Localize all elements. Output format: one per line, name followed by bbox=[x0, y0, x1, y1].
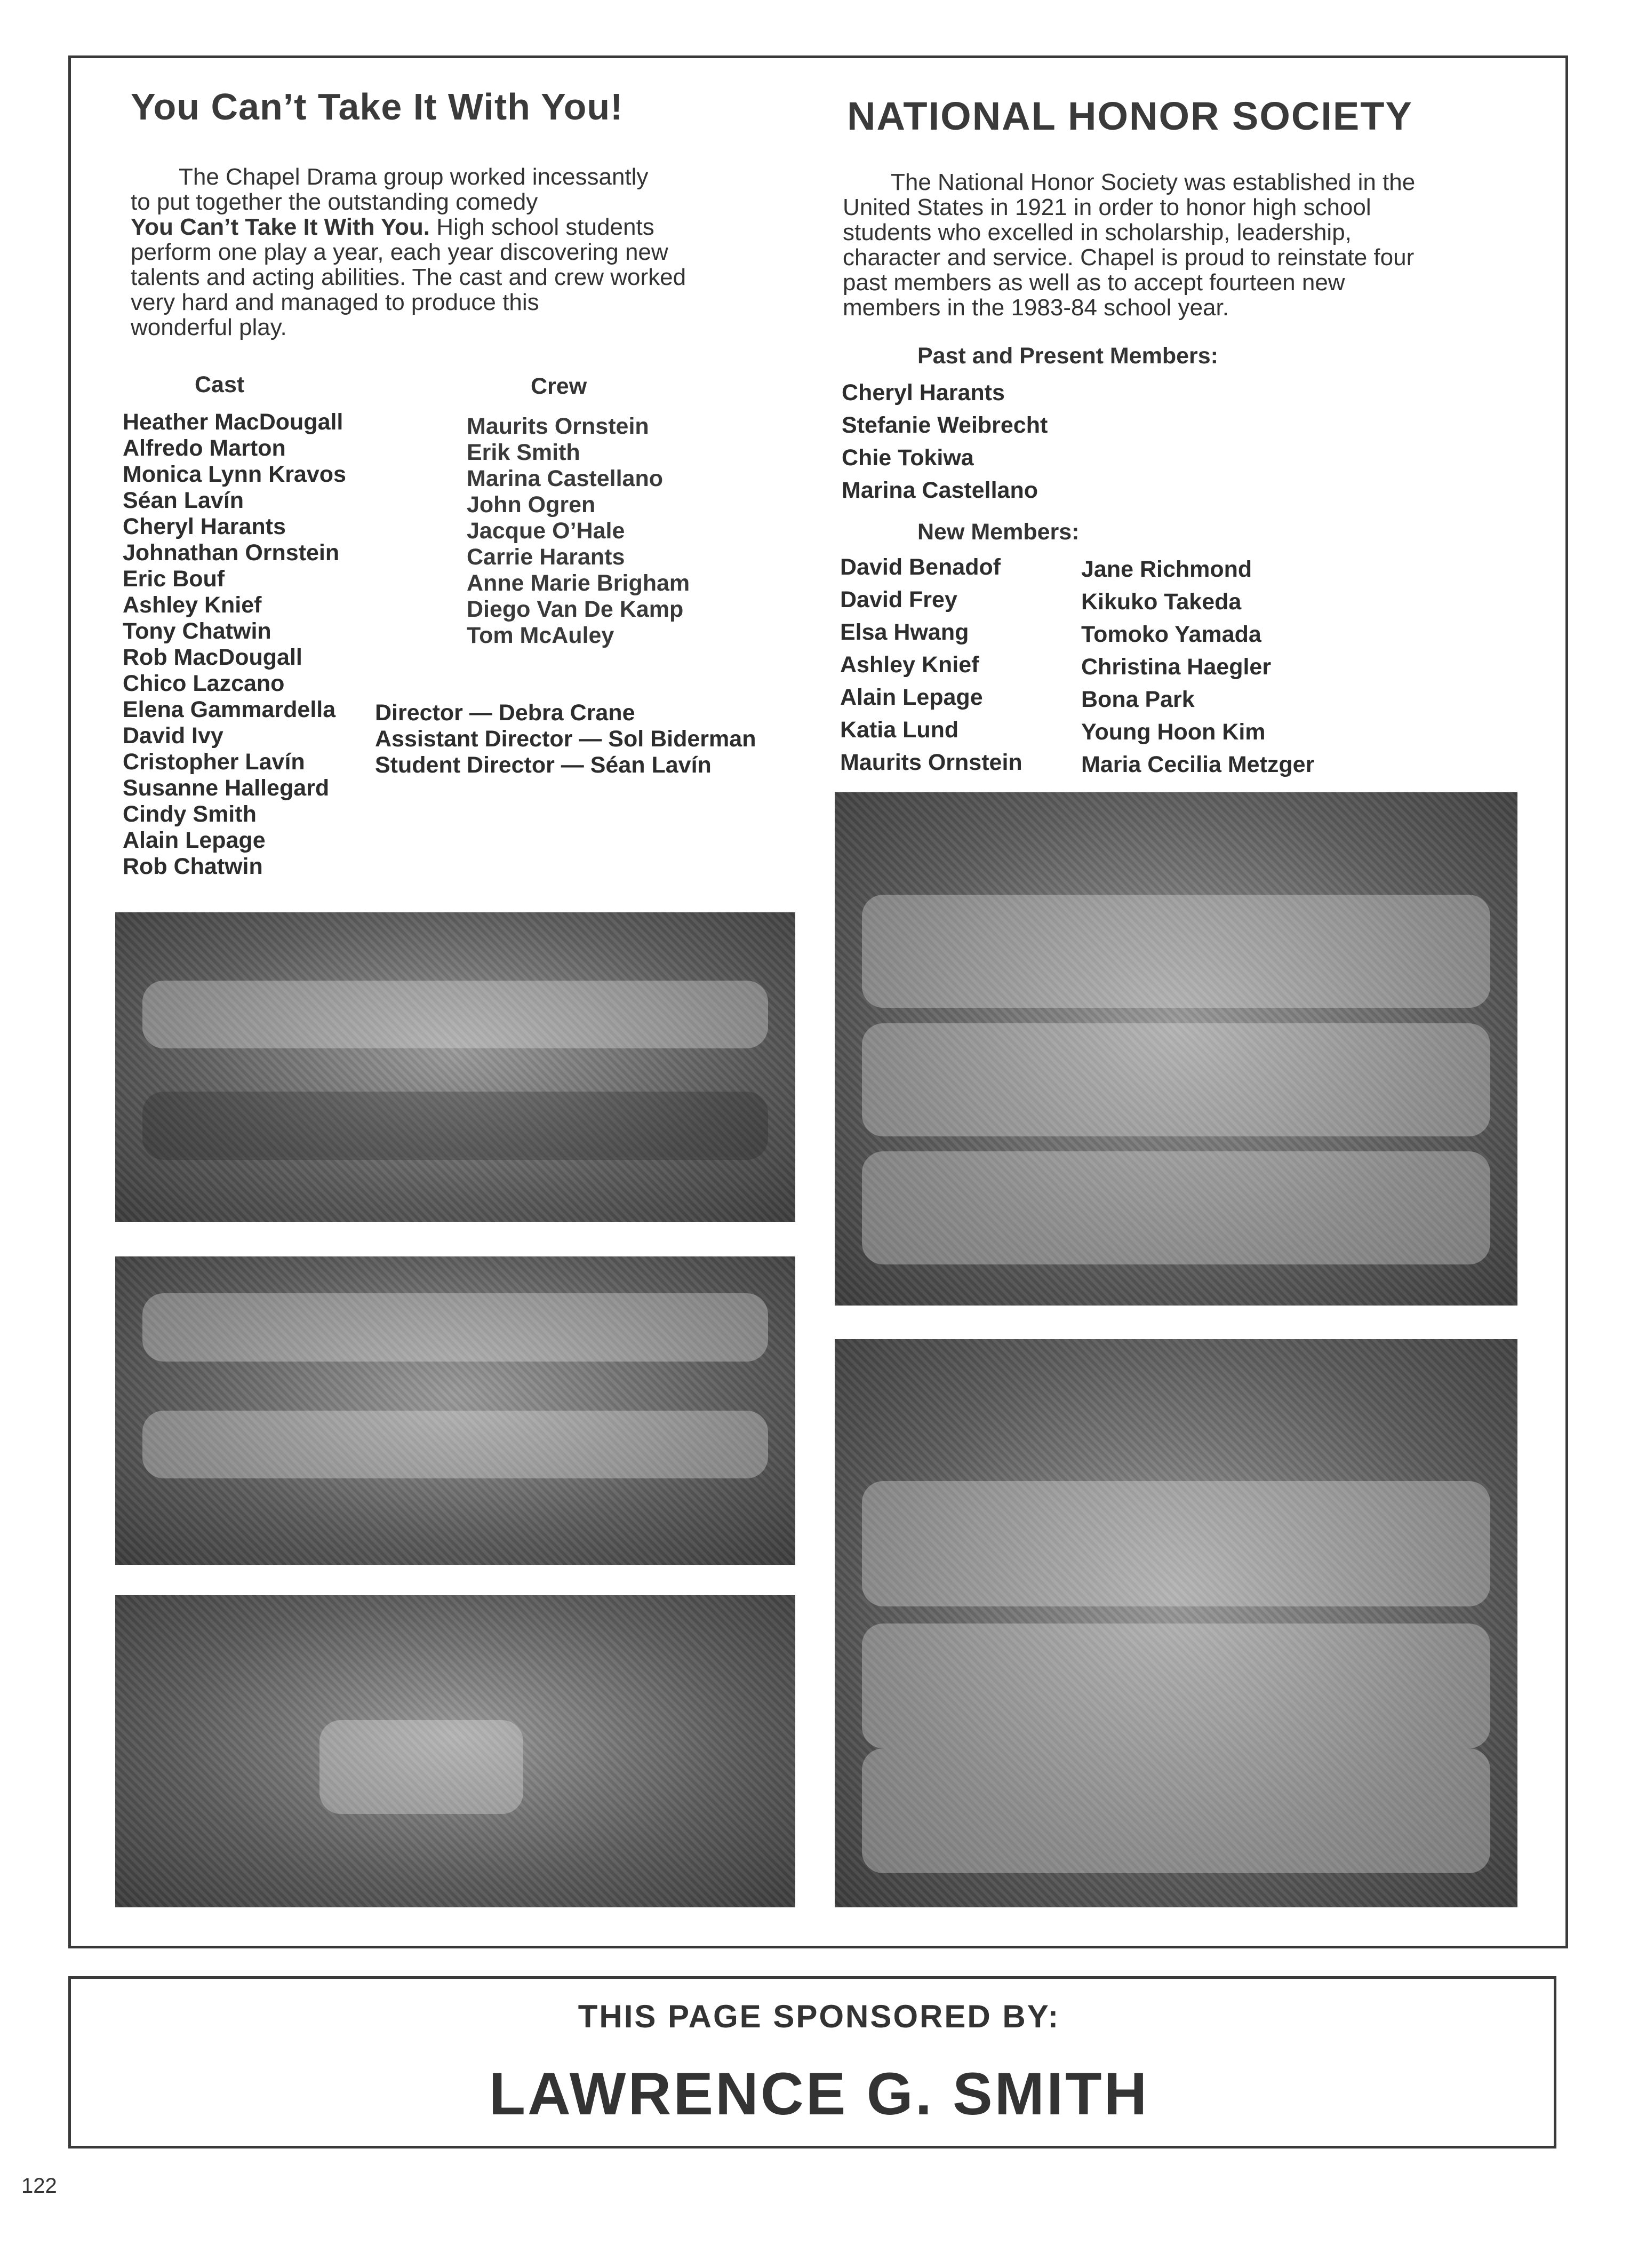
cast-member: Ashley Knief bbox=[123, 592, 262, 618]
new-member: Alain Lepage bbox=[840, 685, 983, 710]
new-members-left bbox=[840, 551, 1022, 779]
staff-credits bbox=[375, 700, 756, 778]
drama-intro-line: wonderful play. bbox=[131, 314, 287, 340]
drama-title: You Can’t Take It With You! bbox=[131, 86, 624, 128]
cast-member: Cristopher Lavín bbox=[123, 749, 305, 775]
new-member: Maria Cecilia Metzger bbox=[1081, 752, 1315, 777]
new-member: Maurits Ornstein bbox=[840, 750, 1022, 775]
new-member: Jane Richmond bbox=[1081, 556, 1252, 582]
crew-list bbox=[467, 413, 690, 649]
new-members-heading: New Members: bbox=[917, 519, 1080, 545]
new-member: Bona Park bbox=[1081, 687, 1195, 712]
crew-member: Carrie Harants bbox=[467, 544, 625, 570]
drama-intro-text: High school students bbox=[430, 214, 654, 240]
nhs-photo-group-1 bbox=[835, 792, 1517, 1306]
nhs-intro-line: United States in 1921 in order to honor high school bbox=[843, 194, 1371, 220]
past-member: Marina Castellano bbox=[842, 478, 1038, 503]
cast-member: Heather MacDougall bbox=[123, 409, 343, 435]
nhs-intro bbox=[843, 170, 1536, 320]
crew-member: Erik Smith bbox=[467, 440, 580, 465]
new-member: Kikuko Takeda bbox=[1081, 589, 1242, 615]
crew-member: Diego Van De Kamp bbox=[467, 596, 684, 622]
new-member: David Benadof bbox=[840, 554, 1001, 580]
cast-member: Johnathan Ornstein bbox=[123, 540, 340, 566]
cast-list bbox=[123, 409, 346, 880]
drama-intro-line: perform one play a year, each year discovering new bbox=[131, 239, 668, 265]
cast-member: Alfredo Marton bbox=[123, 435, 286, 461]
crew-member: Marina Castellano bbox=[467, 466, 663, 491]
nhs-title: NATIONAL HONOR SOCIETY bbox=[847, 94, 1413, 138]
past-member: Stefanie Weibrecht bbox=[842, 412, 1048, 438]
drama-intro-line: The Chapel Drama group worked incessantly bbox=[179, 164, 649, 190]
past-members-list bbox=[842, 377, 1048, 507]
play-title-bold: You Can’t Take It With You. bbox=[131, 214, 430, 240]
new-member: Elsa Hwang bbox=[840, 619, 969, 645]
cast-member: Tony Chatwin bbox=[123, 618, 271, 644]
student-director-credit: Student Director — Séan Lavín bbox=[375, 752, 712, 778]
director-credit: Director — Debra Crane bbox=[375, 700, 635, 726]
past-member: Cheryl Harants bbox=[842, 380, 1005, 405]
drama-intro-line: talents and acting abilities. The cast and crew worked bbox=[131, 264, 686, 290]
new-member: Ashley Knief bbox=[840, 652, 979, 678]
nhs-intro-line: past members as well as to accept fourteen new bbox=[843, 269, 1345, 296]
cast-member: Cindy Smith bbox=[123, 801, 257, 827]
cast-heading: Cast bbox=[195, 372, 245, 397]
cast-member: Alain Lepage bbox=[123, 827, 266, 853]
drama-photo-cast-seated bbox=[115, 912, 795, 1222]
cast-member: Séan Lavín bbox=[123, 488, 244, 513]
nhs-intro-line: members in the 1983-84 school year. bbox=[843, 295, 1229, 321]
past-members-heading: Past and Present Members: bbox=[917, 343, 1218, 369]
drama-intro bbox=[131, 164, 824, 340]
drama-photo-cast-group bbox=[115, 1256, 795, 1565]
nhs-intro-line: The National Honor Society was established in the bbox=[891, 169, 1416, 195]
cast-member: Susanne Hallegard bbox=[123, 775, 330, 801]
drama-photo-stage-scene bbox=[115, 1595, 795, 1907]
crew-heading: Crew bbox=[531, 373, 587, 399]
new-member: Christina Haegler bbox=[1081, 654, 1272, 680]
drama-intro-line bbox=[131, 214, 824, 240]
new-member: Katia Lund bbox=[840, 717, 959, 743]
drama-intro-line: to put together the outstanding comedy bbox=[131, 189, 538, 215]
cast-member: Rob Chatwin bbox=[123, 854, 263, 879]
crew-member: Anne Marie Brigham bbox=[467, 570, 690, 596]
crew-member: Jacque O’Hale bbox=[467, 518, 625, 544]
cast-member: Monica Lynn Kravos bbox=[123, 461, 346, 487]
new-member: David Frey bbox=[840, 587, 957, 612]
nhs-photo-group-2 bbox=[835, 1339, 1517, 1907]
crew-member: John Ogren bbox=[467, 492, 596, 518]
sponsor-label: THIS PAGE SPONSORED BY: bbox=[578, 1999, 1060, 2034]
new-member: Young Hoon Kim bbox=[1081, 719, 1266, 745]
page-number: 122 bbox=[21, 2174, 57, 2198]
assistant-director-credit: Assistant Director — Sol Biderman bbox=[375, 726, 756, 752]
new-member: Tomoko Yamada bbox=[1081, 622, 1261, 647]
drama-intro-line: very hard and managed to produce this bbox=[131, 289, 539, 315]
sponsor-name: LAWRENCE G. SMITH bbox=[489, 2060, 1149, 2127]
new-members-right bbox=[1081, 553, 1314, 781]
cast-member: Cheryl Harants bbox=[123, 514, 286, 539]
nhs-intro-line: students who excelled in scholarship, leadership, bbox=[843, 219, 1352, 245]
cast-member: Elena Gammardella bbox=[123, 697, 336, 722]
cast-member: Eric Bouf bbox=[123, 566, 225, 592]
past-member: Chie Tokiwa bbox=[842, 445, 974, 471]
nhs-intro-line: character and service. Chapel is proud to reinstate four bbox=[843, 244, 1415, 270]
cast-member: David Ivy bbox=[123, 723, 223, 749]
cast-member: Chico Lazcano bbox=[123, 671, 285, 696]
cast-member: Rob MacDougall bbox=[123, 644, 302, 670]
crew-member: Maurits Ornstein bbox=[467, 413, 649, 439]
crew-member: Tom McAuley bbox=[467, 623, 614, 648]
